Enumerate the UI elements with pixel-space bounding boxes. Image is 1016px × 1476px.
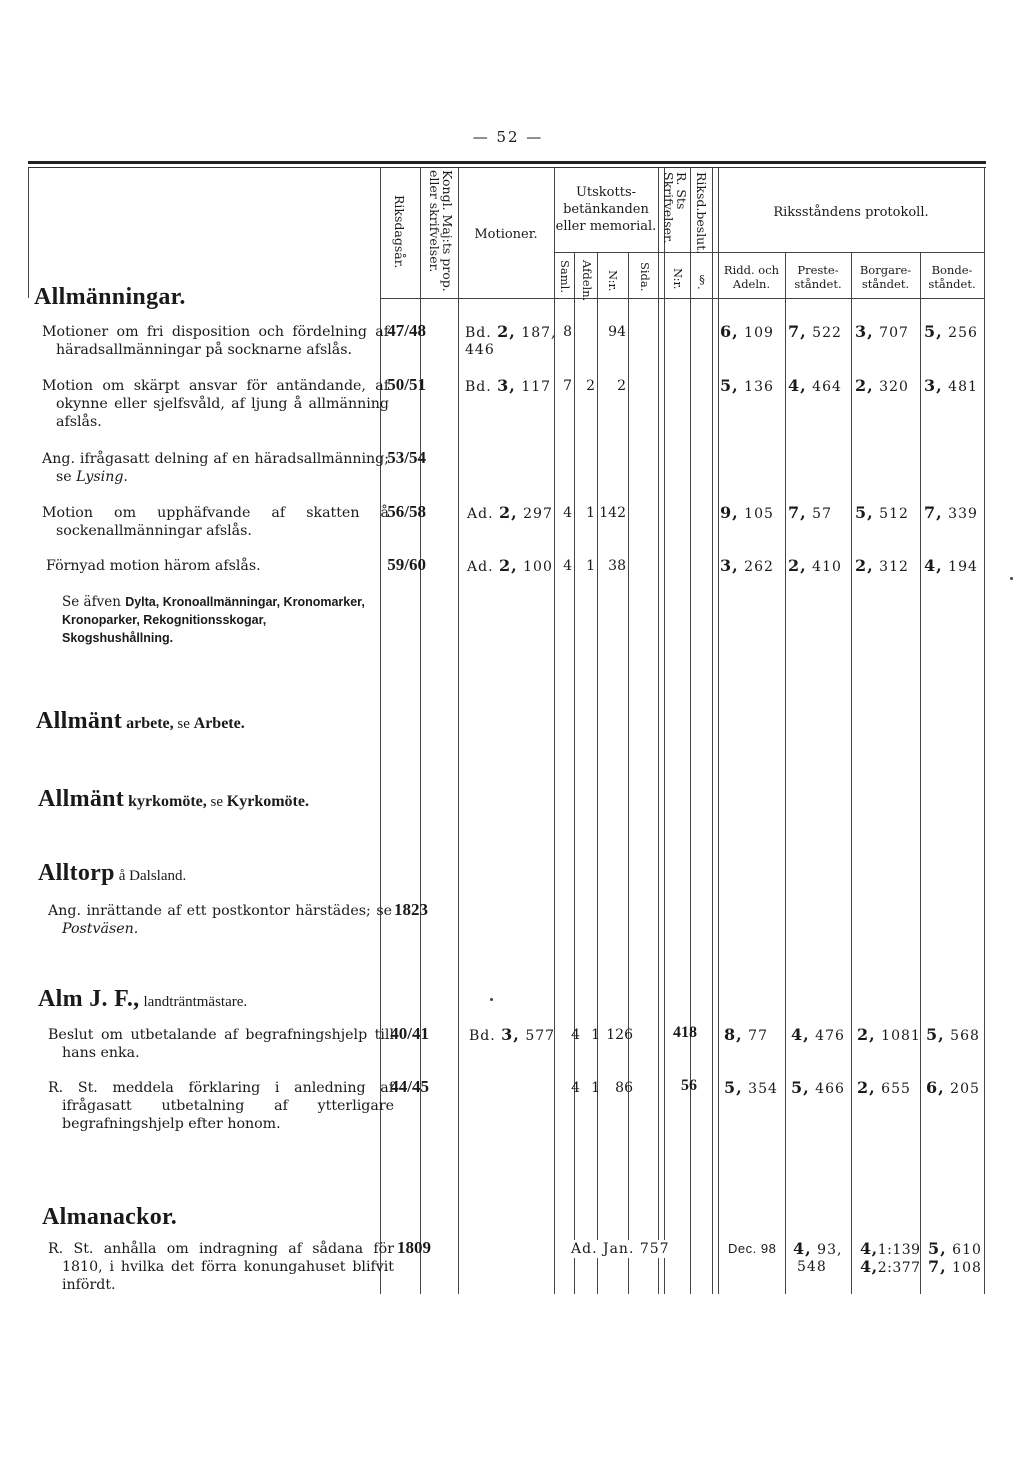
- nr-value: 2: [617, 378, 626, 394]
- entry-year: 44/45: [390, 1077, 429, 1096]
- entry-desc: Motioner om fri disposition och fördelning af häradsallmänningar på socknarne afslås.: [42, 324, 389, 358]
- header-ridd: Ridd. och Adeln.: [723, 263, 780, 291]
- bonde-ref: 5, 568: [926, 1025, 980, 1044]
- saml-value: 7: [563, 378, 572, 394]
- header-bonde: Bonde- ståndet.: [928, 263, 976, 291]
- col-line: [920, 252, 921, 1294]
- preste-ref: 4, 93,: [793, 1239, 843, 1258]
- header-riksd: Riksd.beslut.: [694, 172, 709, 255]
- entry-desc: Ang. ifrågasatt delning af en häradsallmänning; se Lysing.: [42, 451, 389, 485]
- header-riksdagsar: Riksdagsår.: [392, 195, 407, 269]
- motion-ref: Ad. 2, 100: [467, 556, 553, 575]
- header-nr: N:r.: [606, 270, 620, 292]
- entry-year: 1809: [397, 1238, 431, 1257]
- header-preste: Preste- ståndet.: [794, 263, 842, 291]
- preste-ref: 5, 466: [791, 1078, 845, 1097]
- borgare-ref: 2, 312: [855, 556, 909, 575]
- preste-ref: 7, 57: [788, 503, 832, 522]
- ink-speck: [1010, 577, 1013, 580]
- bonde-ref: 7, 108: [928, 1257, 982, 1276]
- header-saml: Saml.: [558, 260, 572, 293]
- top-rule-thin: [28, 167, 986, 168]
- nr-value: 94: [608, 324, 626, 340]
- col-line: [597, 252, 598, 1294]
- saml-value: 4: [571, 1080, 580, 1096]
- col-line: [664, 168, 665, 1294]
- entry-year: 53/54: [387, 448, 426, 467]
- motion-ref: Bd. 2, 187,: [465, 322, 557, 341]
- col-line: [690, 168, 691, 1294]
- preste-ref: 4, 464: [788, 376, 842, 395]
- entry-desc: Ang. inrättande af ett postkontor härstädes; se Postväsen.: [48, 903, 392, 937]
- header-motioner: Motioner.: [474, 227, 538, 242]
- col-line: [851, 252, 852, 1294]
- motion-ref: Ad. 2, 297: [467, 503, 553, 522]
- col-line: [785, 252, 786, 1294]
- entry-desc: Motion om upphäfvande af skatten å sockenallmänningar afslås.: [42, 505, 389, 539]
- borgare-ref: 2, 655: [857, 1078, 911, 1097]
- header-kongl: Kongl. Maj:ts prop. eller skrifvelser.: [427, 170, 455, 292]
- header-afdeln: Afdeln.: [580, 260, 594, 302]
- see-also: Se äfven Dylta, Kronoallmänningar, Kronomarker, Kronoparker, Rekognitionsskogar, Skogshushållning.: [62, 594, 365, 645]
- col-line: [658, 168, 659, 1294]
- rsts-value: 418: [673, 1024, 697, 1041]
- afdeln-value: 2: [586, 378, 595, 394]
- preste-ref: 4, 476: [791, 1025, 845, 1044]
- header-nr2: N:r.: [671, 268, 685, 290]
- afdeln-value: 1: [591, 1027, 600, 1043]
- col-line: [574, 252, 575, 1294]
- ridd-ref: 8, 77: [724, 1025, 768, 1044]
- entry-year: 1823: [394, 900, 428, 919]
- ridd-ref: Dec. 98: [728, 1241, 777, 1256]
- header-subrule: [554, 252, 984, 253]
- entry-year: 40/41: [390, 1024, 429, 1043]
- bonde-ref: 7, 339: [924, 503, 978, 522]
- utskotts-ref: Ad. Jan. 757: [571, 1241, 670, 1257]
- afdeln-value: 1: [591, 1080, 600, 1096]
- header-bottom-rule: [380, 298, 984, 299]
- entry-desc: Beslut om utbetalande af begrafningshjelp till hans enka.: [48, 1027, 394, 1061]
- bonde-ref: 4, 194: [924, 556, 978, 575]
- motion-ref: Bd. 3, 577: [469, 1025, 556, 1044]
- afdeln-value: 1: [586, 505, 595, 521]
- section-alltorp: Alltorp å Dalsland.: [38, 860, 187, 886]
- top-rule: [28, 161, 986, 164]
- entry-desc: R. St. anhålla om indragning af sådana för 1810, i hvilka det förra konungahuset blifvit infördt.: [48, 1241, 394, 1293]
- col-line: [458, 168, 459, 1294]
- col-line: [718, 168, 719, 1294]
- header-para: §.: [695, 272, 709, 290]
- borgare-ref: 2, 1081: [857, 1025, 921, 1044]
- ridd-ref: 3, 262: [720, 556, 774, 575]
- preste-ref: 7, 522: [788, 322, 842, 341]
- motion-ref-cont: 446: [465, 342, 495, 358]
- nr-value: 142: [599, 505, 626, 521]
- section-almanackor: Almanackor.: [42, 1204, 178, 1230]
- nr-value: 126: [606, 1027, 633, 1043]
- header-riksstandens: Riksståndens protokoll.: [773, 205, 929, 220]
- entry-desc: Förnyad motion härom afslås.: [46, 558, 261, 574]
- section-alm: Alm J. F., landträntmästare.: [38, 986, 248, 1012]
- header-borgare: Borgare- ståndet.: [859, 263, 912, 291]
- section-allmant-arbete: Allmänt arbete, se Arbete.: [36, 708, 245, 734]
- bonde-ref: 3, 481: [924, 376, 978, 395]
- afdeln-value: 1: [586, 558, 595, 574]
- entry-year: 56/58: [387, 502, 426, 521]
- header-utskotts: Utskotts- betänkanden eller memorial.: [555, 185, 657, 234]
- section-allmanningar: Allmänningar.: [34, 284, 186, 310]
- bonde-ref: 5, 610: [928, 1239, 982, 1258]
- borgare-ref: 4,2:377: [860, 1257, 921, 1276]
- header-sida: Sida.: [638, 262, 652, 292]
- preste-ref: 2, 410: [788, 556, 842, 575]
- ridd-ref: 9, 105: [720, 503, 774, 522]
- page-number: — 52 —: [472, 128, 544, 146]
- saml-value: 4: [563, 558, 572, 574]
- motion-ref: Bd. 3, 117: [465, 376, 552, 395]
- ridd-ref: 5, 354: [724, 1078, 778, 1097]
- rsts-value: 56: [681, 1077, 697, 1094]
- saml-value: 4: [571, 1027, 580, 1043]
- entry-year: 59/60: [387, 555, 426, 574]
- header-rsts: R. Sts Skrifvelser.: [661, 172, 689, 244]
- col-line: [984, 168, 985, 1294]
- entry-year: 47/48: [387, 321, 426, 340]
- bonde-ref: 5, 256: [924, 322, 978, 341]
- nr-value: 38: [608, 558, 626, 574]
- bonde-ref: 6, 205: [926, 1078, 980, 1097]
- entry-desc: Motion om skärpt ansvar för antändande, af okynne eller sjelfsvåld, af ljung å allmänning afslås.: [42, 378, 389, 430]
- entry-desc: R. St. meddela förklaring i anledning af ifrågasatt utbetalning af ytterligare begrafningshjelp efter honom.: [48, 1080, 394, 1132]
- borgare-ref: 5, 512: [855, 503, 909, 522]
- col-line: [28, 168, 29, 298]
- entry-year: 50/51: [387, 375, 426, 394]
- section-allmant-kyrkomote: Allmänt kyrkomöte, se Kyrkomöte.: [38, 786, 309, 812]
- preste-ref-cont: 548: [797, 1259, 827, 1275]
- borgare-ref: 2, 320: [855, 376, 909, 395]
- nr-value: 86: [615, 1080, 633, 1096]
- col-line: [628, 252, 629, 1294]
- ridd-ref: 6, 109: [720, 322, 774, 341]
- ink-speck: [490, 998, 493, 1001]
- ridd-ref: 5, 136: [720, 376, 774, 395]
- saml-value: 8: [563, 324, 572, 340]
- borgare-ref: 4,1:139: [860, 1239, 921, 1258]
- borgare-ref: 3, 707: [855, 322, 909, 341]
- col-line: [712, 168, 713, 1294]
- saml-value: 4: [563, 505, 572, 521]
